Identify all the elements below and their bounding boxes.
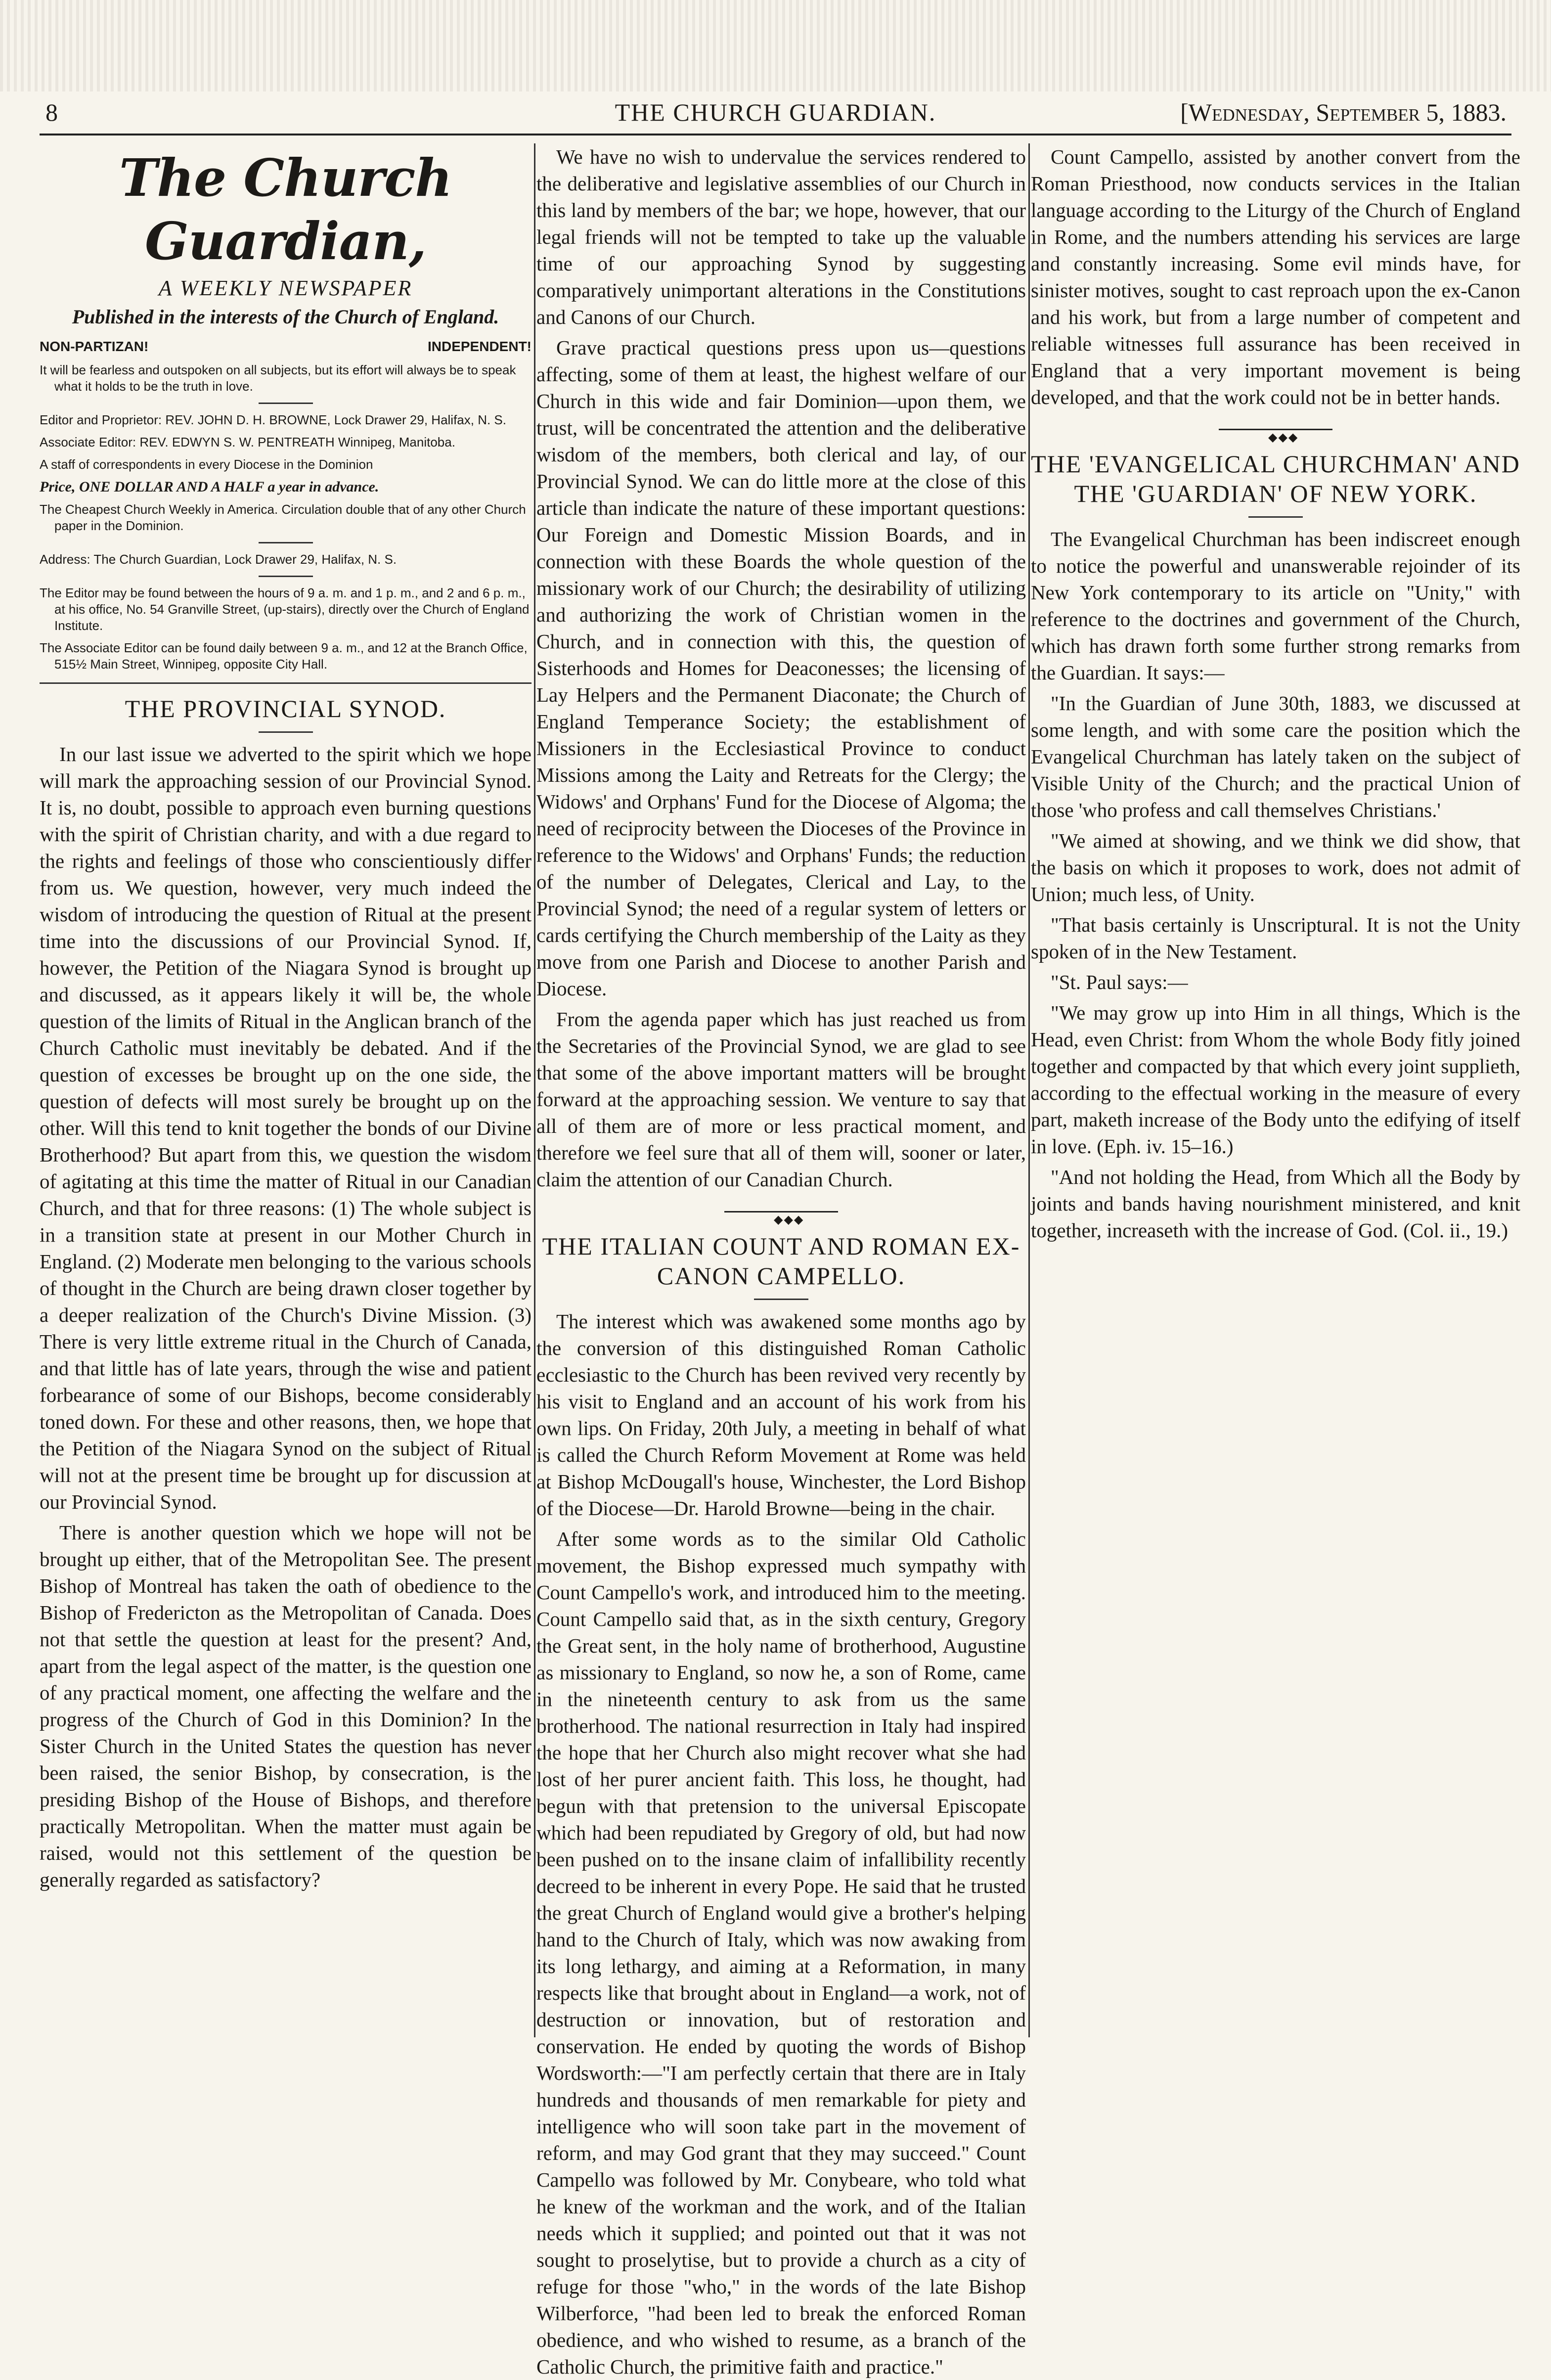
article-paragraph: The interest which was awakened some months ago by the conversion of this distinguished Roman Catholic ecclesiastic to the Church has been revived very recently by his visit to England and an account of his work from his own lips. On Friday, 20th July, a meeting in behalf of what is called the Church Reform Movement at Rome was held at Bishop McDougall's house, Winchester, the Lord Bishop of the Diocese—Dr. Harold Browne—being in the chair. bbox=[536, 1310, 1026, 1520]
article-paragraph: From the agenda paper which has just reached us from the Secretaries of the Provincial Synod, we are glad to see that some of the above important matters will be brought forward at the approaching session. We venture to say that all of them are of more or less practical moment, and therefore we feel sure that all of them will, sooner or later, claim the attention of our Canadian Church. bbox=[536, 1008, 1026, 1191]
article-paragraph: In our last issue we adverted to the spirit which we hope will mark the approaching session of our Provincial Synod. It is, no doubt, possible to approach even burning questions with the spirit of Christian charity, and with a due regard to the rights and feelings of those who conscientiously differ from us. We question, however, very much indeed the wisdom of introducing the question of Ritual at the present time into the discussions of our Provincial Synod. If, however, the Petition of the Niagara Synod is brought up and discussed, as it appears likely it will be, the whole question of the limits of Ritual in the Anglican branch of the Church Catholic must inevitably be debated. And if the question of excesses be brought up on the one side, the question of defects will most surely be brought up on the other. Will this tend to knit together the bonds of our Divine Brotherhood? But apart from this, we question the wisdom of agitating at this time the matter of Ritual in our Canadian Church, and that for three reasons: (1) The whole subject is in a transition state at present in our Mother Church in England. (2) Moderate men belonging to the various schools of thought in the Church are being drawn closer together by a deeper realization of the Church's Divine Mission. (3) There is very little extreme ritual in the Church of Canada, and that little has of late years, through the wise and patient forbearance of some of our Bishops, become considerably toned down. For these and other reasons, then, we hope that the Petition of the Niagara Synod on the subject of Ritual will not at the present time be brought up for discussion at our Provincial Synod. bbox=[40, 743, 532, 1513]
column-rule bbox=[1028, 143, 1030, 2037]
column-1 bbox=[40, 143, 532, 2037]
divider bbox=[754, 1299, 808, 1300]
article-paragraph: Count Campello, assisted by another convert from the Roman Priesthood, now conducts services in the Italian language according to the Liturgy of the Church of England in Rome, and the numbers attending his services are large and constantly increasing. Some evil minds have, for sinister motives, sought to cast reproach upon the ex-Canon and his work, but from a large number of competent and reliable witnesses full assurance has been received in England that a very important movement is being developed, and that the work could not be in better hands. bbox=[1031, 145, 1520, 408]
article-paragraph: "In the Guardian of June 30th, 1883, we discussed at some length, and with some care the position which the Evangelical Churchman has lately taken on the subject of Visible Unity of the Church; and the practical Union of those 'who profess and call themselves Christians.' bbox=[1031, 692, 1520, 821]
independent-label: INDEPENDENT! bbox=[427, 339, 532, 354]
divider bbox=[259, 731, 313, 733]
article-paragraph: "And not holding the Head, from Which all the Body by joints and bands having nourishment ministered, and knit together, increaseth with the increase of God. (Col. ii., 19.) bbox=[1031, 1166, 1520, 1242]
non-partizan-label: NON-PARTIZAN! bbox=[40, 339, 149, 354]
issue-date: [Wednesday, September 5, 1883. bbox=[1180, 98, 1507, 126]
price-line-wrap bbox=[40, 479, 532, 495]
paper-title: THE CHURCH GUARDIAN. bbox=[615, 98, 936, 126]
article-paragraph: Grave practical questions press upon us—questions affecting, some of them at least, the highest welfare of our Church in this wide and fair Dominion—upon them, we trust, will be concentrated the attention and the deliberative wisdom of the members, both clerical and lay, of our Provincial Synod. We can do little more at the close of this article than indicate the nature of these important questions: Our Foreign and Domestic Mission Boards, and in connection with these Boards the whole question of the missionary work of our Church; the desirability of utilizing and authorizing the work of Christian women in the Church, and in connection with this, the question of Sisterhoods and Homes for Deaconesses; the licensing of Lay Helpers and the Permanent Diaconate; the Church of England Temperance Society; the establishment of Missioners in the Ecclesiastical Province to conduct Missions among the Laity and Retreats for the Clergy; the Widows' and Orphans' Fund for the Diocese of Algoma; the need of reciprocity between the Dioceses of the Province in reference to the Widows' and Orphans' Funds; the reduction of the number of Delegates, Clerical and Lay, to the Provincial Synod; the need of a regular system of letters or cards certifying the Church membership of the Laity as they move from one Parish and Diocese to another Parish and Diocese. bbox=[536, 336, 1026, 1000]
associate-editor-line: Associate Editor: REV. EDWYN S. W. PENTREATH Winnipeg, Manitoba. bbox=[40, 435, 455, 449]
column-rule bbox=[534, 143, 535, 2037]
column-2 bbox=[536, 143, 1026, 2378]
divider bbox=[259, 403, 313, 404]
article-paragraph: "We aimed at showing, and we think we did show, that the basis on which it proposes to work, does not admit of Union; much less, of Unity. bbox=[1031, 829, 1520, 905]
editor-hours: The Editor may be found between the hours of 9 a. m. and 1 p. m., and 2 and 6 p. m., at his office, No. 54 Granville Street, (up-stairs), directly over the Church of England Institute. bbox=[40, 585, 530, 633]
divider bbox=[259, 542, 313, 543]
address-line: Address: The Church Guardian, Lock Drawer 29, Halifax, N. S. bbox=[40, 552, 397, 567]
article-paragraph: The Evangelical Churchman has been indiscreet enough to notice the powerful and unanswerable rejoinder of its New York contemporary to its article on "Unity," with reference to the doctrines and government of the Church, which has drawn forth some further strong remarks from the Guardian. It says:— bbox=[1031, 528, 1520, 684]
editor-line: Editor and Proprietor: REV. JOHN D. H. BROWNE, Lock Drawer 29, Halifax, N. S. bbox=[40, 412, 506, 427]
circulation-line: The Cheapest Church Weekly in America. Circulation double that of any other Church paper in the Dominion. bbox=[40, 502, 526, 533]
article-paragraph: We have no wish to undervalue the services rendered to the deliberative and legislative assemblies of our Church in this land by members of the bar; we hope, however, that our legal friends will not be tempted to take up the valuable time of our approaching Synod by suggesting comparatively unimportant alterations in the Constitutions and Canons of our Church. bbox=[536, 145, 1026, 328]
article-headline: THE 'EVANGELICAL CHURCHMAN' AND THE 'GUARDIAN' OF NEW YORK. bbox=[1031, 450, 1520, 507]
masthead-title: The Church Guardian, bbox=[119, 147, 452, 271]
staff-line: A staff of correspondents in every Diocese in the Dominion bbox=[40, 457, 373, 472]
masthead-motto: It will be fearless and outspoken on all subjects, but its effort will always be to speak what it holds to be the truth in love. bbox=[40, 362, 516, 394]
running-head bbox=[40, 94, 1511, 135]
column-3 bbox=[1031, 143, 1520, 2037]
article-headline: THE ITALIAN COUNT AND ROMAN EX-CANON CAMPELLO. bbox=[542, 1232, 1020, 1290]
article-paragraph: "St. Paul says:— bbox=[1051, 971, 1188, 993]
section-ornament: ◆◆◆ bbox=[1031, 415, 1520, 442]
article-paragraph: There is another question which we hope will not be brought up either, that of the Metropolitan See. The present Bishop of Montreal has taken the oath of obedience to the Bishop of Fredericton as the Metropolitan of Canada. Does not that settle the question at least for the present? And, apart from the legal aspect of the matter, is the question one of any practical moment, one affecting the welfare and the progress of the Church of God in this Dominion? In the Sister Church in the United States the question has never been raised, the senior Bishop, by consecration, is the presiding Bishop of the House of Bishops, and therefore practically Metropolitan. When the matter must again be raised, would not this settlement of the question be generally regarded as satisfactory? bbox=[40, 1521, 532, 1891]
article-paragraph: "We may grow up into Him in all things, Which is the Head, even Christ: from Whom the whole Body fitly joined together and compacted by that which every joint supplieth, according to the effectual working in the measure of every part, maketh increase of the Body unto the edifying of itself in love. (Eph. iv. 15–16.) bbox=[1031, 1001, 1520, 1158]
masthead-stance-row bbox=[40, 333, 532, 360]
article-paragraph: "That basis certainly is Unscriptural. It is not the Unity spoken of in the New Testament. bbox=[1031, 913, 1520, 963]
section-ornament: ◆◆◆ bbox=[536, 1198, 1026, 1224]
masthead-published: Published in the interests of the Church of England. bbox=[72, 306, 499, 328]
divider bbox=[259, 576, 313, 577]
masthead-subtitle: A WEEKLY NEWSPAPER bbox=[158, 276, 413, 300]
price-line: Price, ONE DOLLAR AND A HALF a year in advance. bbox=[40, 479, 379, 495]
article-paragraph: After some words as to the similar Old Catholic movement, the Bishop expressed much sympathy with Count Campello's work, and introduced him to the meeting. Count Campello said that, as in the sixth century, Gregory the Great sent, in the holy name of brotherhood, Augustine as missionary to England, so now he, a son of Rome, came in the nineteenth century to ask from us the same brotherhood. The national resurrection in Italy had inspired the hope that her Church also might recover what she had lost of her purer ancient faith. This loss, he thought, had begun with that pretension to the universal Episcopate which had been repudiated by Gregory of old, but had now been pushed on to the insane claim of infallibility recently decreed to be inherent in every Pope. He said that he trusted the great Church of England would give a brother's helping hand to the Church of Italy, which was now awaking from its long lethargy, and aiming at a Reformation, in many respects like that brought about in England—a work, not of destruction or innovation, but of restoration and conservation. He ended by quoting the words of Bishop Wordsworth:—"I am perfectly certain that there are in Italy hundreds and thousands of men remarkable for piety and intelligence who will soon take part in the movement of reform, and may God grant that they may succeed." Count Campello was followed by Mr. Conybeare, who told what he knew of the workman and the work, and of the Italian needs which it supplied; and pointed out that it was not sought to proselytise, but to provide a church as a city of refuge for those "who," in the words of the late Bishop Wilberforce, "had been led to break the enforced Roman obedience, and who wished to resume, as a branch of the Catholic Church, the primitive faith and practice." bbox=[536, 1527, 1026, 2378]
divider bbox=[1248, 516, 1303, 518]
associate-hours: The Associate Editor can be found daily between 9 a. m., and 12 at the Branch Office, 515½ Main Street, Winnipeg, opposite City Hall. bbox=[40, 640, 528, 672]
page-number: 8 bbox=[45, 98, 58, 126]
bleed-through-band bbox=[0, 0, 1551, 91]
divider bbox=[40, 682, 532, 684]
article-headline: THE PROVINCIAL SYNOD. bbox=[125, 695, 446, 722]
